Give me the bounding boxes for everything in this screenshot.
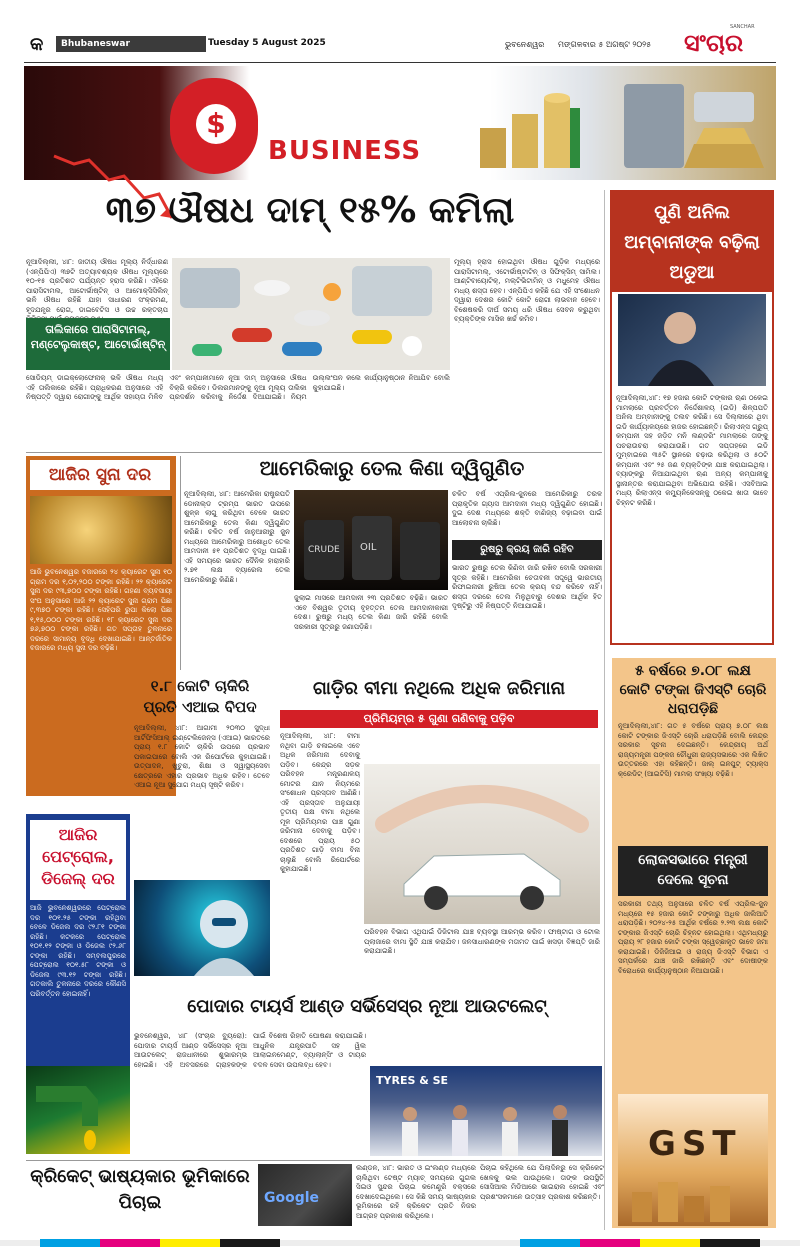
coin-stacks-icon <box>470 78 600 174</box>
lead-body-left: ନୂଆଦିଲ୍ଲୀ, ୪ା୮: ଜାତୀୟ ଔଷଧ ମୂଲ୍ୟ ନିର୍ଦ୍ଧାରଣ (ଏନ୍‌ପିପିଏ) ୩୭ଟି ଅତ୍ୟାବଶ୍ୟକ ଔଷଧ ମୂଲ୍ୟରେ ୧୦-୧୫ ପ୍ରତିଶତ ପର୍ଯ୍ୟନ୍ତ ହ୍ରାସ କରିଛି। ଏହିରେ ପାରାସିଟାମଲ, ଆଟୋର୍ଭାଷ୍ଟିନ୍ ଓ ଆମୋକ୍ସିସିଲିନ୍ ଭଳି ଔଷଧ ରହିଛି ଯାହା ସାଧାରଣ ସଂକ୍ରମଣ, ହୃଦଯନ୍ତ୍ର ରୋଗ, ଡାଇବେଟିସ ଓ ଉଚ୍ଚ ରକ୍ତଚାପ <box>26 258 168 314</box>
section-rule <box>26 1160 602 1161</box>
fuel-nozzle-photo <box>26 1066 130 1154</box>
car-icon <box>364 764 600 924</box>
lead-subhead: ତାଲିକାରେ ପାରାସିଟାମଲ୍, ମଣ୍ଟେଲୁକାଷ୍ଟ, ଆଟୋର୍ଭାଷ୍ଟିନ୍ <box>26 318 170 370</box>
car-insurance-photo <box>364 764 600 924</box>
pills-icon <box>172 258 450 370</box>
gst-body: ନୂଆଦିଲ୍ଲୀ,୪ା୮: ଗତ ୫ ବର୍ଷରେ ପ୍ରାୟ ୭.୦୮ ଲକ୍ଷ କୋଟି ଟଙ୍କାର ଜିଏସ୍‌ଟି ଚୋରି ଧରାପଡ଼ିଛି ବୋଲି କେନ୍ଦ୍ର ସରକାର ସୂଚନା ଦେଇଛନ୍ତି। କେନ୍ଦ୍ରୀୟ ଅର୍ଥ ରାଜ୍ୟମନ୍ତ୍ରୀ ପଙ୍କଜ ଚୌଧୁରୀ ରାଜ୍ୟସଭାରେ ଏକ ଲିଖିତ ଉତ୍ତରରେ ଏହା କହିଛନ୍ତି। ଜାଲ୍ ଇନପୁଟ୍ ଟ୍ୟାକ୍ସ କ୍ରେଡିଟ୍ (ଆଇଟିସି) ମାମଲା ସଂଖ୍ୟା ବଢ଼ିଛି। <box>618 722 768 778</box>
podar-body: ଭୁବନେଶ୍ୱର, ୪ା୮ (ସଂଚାର ବ୍ୟୁରୋ): ପୋଦାର ଟାୟର୍ସ ଆଣ୍ଡ ସର୍ଭିସେସ୍‌ର ନୂଆ ଆଉଟଲେଟ୍ ରାଜଧାନୀରେ ଶୁଭାରମ୍ଭ ହୋଇଛି। ଏହି ଅବସରରେ ଗ୍ରାହକଙ୍କ ପାଇଁ ବିଶେଷ ରିହାତି ଘୋଷଣା କରାଯାଇଛି। ଆଧୁନିକ ଯନ୍ତ୍ରପାତି ସହ ୱିଲ ଆଲାଇନମେଣ୍ଟ, ବ୍ୟାଲାନ୍ସିଂ ଓ ଟାୟର ବଦଳ ସେବା ଉପଲବ୍ଧ ହେବ। <box>134 1032 366 1069</box>
robot-icon <box>134 880 270 976</box>
registration-colorbar <box>0 1236 800 1250</box>
shop-sign: TYRES & SE <box>376 1074 449 1087</box>
fuel-rate-title: ଆଜିର ପେଟ୍ରୋଲ, ଡିଜେଲ୍ ଦର <box>30 820 126 900</box>
insurance-headline: ଗାଡ଼ିର ବୀମା ନଥିଲେ ଅଧିକ ଜରିମାନା <box>312 678 566 699</box>
svg-text:CRUDE: CRUDE <box>308 545 340 555</box>
gold-rate-title: ଆଜିର ସୁନା ଦର <box>30 460 170 490</box>
cricket-headline: କ୍ରିକେଟ୍ ଭାଷ୍ୟକାର ଭୂମିକାରେ ପିଚାଇ <box>30 1166 250 1213</box>
gold-bars-icon <box>604 74 774 178</box>
insurance-body-bottom: ପରିବହନ ବିଭାଗ ଏଥିପାଇଁ ଡିଜିଟାଲ ଯାଞ୍ଚ ବ୍ୟବସ୍ଥା ଆରମ୍ଭ କରିବ। ଫାଷ୍ଟାଗ ଓ ଟୋଲ ପ୍ଲାଜାରେ ବୀମା ସ୍ଥିତି ଯାଞ୍ଚ କରାଯିବ। ଜନସାଧାରଣଙ୍କ ମତାମତ ପାଇଁ ଖସଡ଼ା ବିଜ୍ଞପ୍ତି ଜାରି କରାଯାଇଛି। <box>364 928 600 955</box>
oil-barrel-icon <box>294 490 448 590</box>
date-label: Tuesday 5 August 2025 <box>208 38 326 48</box>
fuel-nozzle-icon <box>26 1066 130 1154</box>
city-label-odia: ଭୁବନେଶ୍ୱର <box>505 40 545 49</box>
masthead <box>0 0 800 64</box>
anil-ambani-photo <box>618 294 766 386</box>
gold-jewellery-photo <box>30 496 172 564</box>
anil-headline: ପୁଣି ଅନିଲ ଅମ୍ବାନୀଙ୍କ ବଢ଼ିଲା ଅଡୁଆ <box>612 192 772 292</box>
oil-headline: ଆମେରିକାରୁ ତେଲ କିଣା ଦ୍ୱିଗୁଣିତ <box>259 456 525 480</box>
people-group-icon <box>370 1096 602 1156</box>
oil-strap-body: ଭାରତ ରୁଷରୁ ତେଲ କିଣିବା ଜାରି ରଖିବ ବୋଲି ସରକାରୀ ସୂତ୍ର କହିଛି। ଆମେରିକା ଚେତାବନୀ ସତ୍ତ୍ୱେ ଭାରତୀୟ ରିଫାଇନାରୀ ରୁଷିଆ ତେଲ କ୍ରୟ ବନ୍ଦ କରିବେ ନାହିଁ। ଶସ୍ତା ଦରରେ ତେଲ ମିଳୁଥିବାରୁ ଦେଶର ଆର୍ଥିକ ହିତ ଦୃଷ୍ଟିରୁ ଏହି ନିଷ୍ପତ୍ତି ନିଆଯାଇଛି। <box>452 564 602 610</box>
insurance-body-left: ନୂଆଦିଲ୍ଲୀ, ୪ା୮: ବୀମା ନଥିବା ଗାଡ଼ି ଚଳାଇଲେ ଏବେ ଅଧିକ ଜରିମାନା ଦେବାକୁ ପଡ଼ିବ। କେନ୍ଦ୍ର ସଡ଼କ ପରିବହନ ମନ୍ତ୍ରଣାଳୟ ମୋଟର ଯାନ ନିୟମରେ ସଂଶୋଧନ ପ୍ରସ୍ତାବ ଆଣିଛି। ଏହି ପ୍ରସ୍ତାବ ଅନୁଯାୟୀ ତୃତୀୟ ପକ୍ଷ ବୀମା ନଥିଲେ ମୂଳ ପ୍ରିମିୟମର ପାଞ୍ଚ ଗୁଣା ଜରିମାନା ଦେବାକୁ ପଡ଼ିବ। ଦେଶରେ ପ୍ରାୟ ୫୦ ପ୍ରତିଶତ ଗାଡ଼ି ବୀମା ବିନା ଚାଲୁଛି ବୋଲି ରିପୋର୍ଟରେ କୁହାଯାଇଛି। <box>280 732 360 873</box>
anil-body: ନୂଆଦିଲ୍ଲୀ,୪ା୮: ୧୭ ହଜାର କୋଟି ଟଙ୍କାର ଋଣ ଠକେଇ ମାମଲାରେ ପ୍ରବର୍ତ୍ତନ ନିର୍ଦ୍ଦେଶାଳୟ (ଇଡି) ଶିଳ୍ପପତି ଅନିଲ ଅମ୍ବାନୀଙ୍କୁ ତଲବ କରିଛି। ସେ ଦିଲ୍ଲୀରେ ଥିବା ଇଡି କାର୍ଯ୍ୟାଳୟରେ ହାଜର ହୋଇଛନ୍ତି। ରିଲାଏନ୍ସ ଗ୍ରୁପ୍ କମ୍ପାନୀ ସହ ଜଡ଼ିତ ମନି ଲଣ୍ଡରିଂ ମାମଲାରେ ତାଙ୍କୁ ପଚରାଉଚରା କରାଯାଉଛି। ଗତ ସପ୍ତାହରେ ଇଡି ମୁମ୍ବାଇରେ ୩୫ଟି ସ୍ଥାନରେ ଚଢ଼ାଉ କରିଥିଲା ଓ ୫୦ଟି କମ୍ପାନୀ ଏବଂ ୨୫ ଜଣ ବ୍ୟକ୍ତିଙ୍କ ଯାଞ୍ଚ କରାଯାଇଥିଲା। ବ୍ୟାଙ୍କରୁ ନିଆଯାଇଥିବା ଋଣ ଅନ୍ୟ କମ୍ପାନୀକୁ ସ୍ଥାନାନ୍ତର କରାଯାଇଥିବା ଅଭିଯୋଗ ରହିଛି। ଏସବିଆଇ ମଧ୍ୟ ରିଲାଏନ୍ସ କମ୍ୟୁନିକେସନ୍‌କୁ ଠକେଇ ଖାତା ଭାବେ ଚିହ୍ନଟ କରିଛି। <box>616 394 768 507</box>
coin-stack-icon <box>628 1178 758 1222</box>
oil-body-right: ଚଳିତ ବର୍ଷ ଏପ୍ରିଲ-ଜୁନରେ ଆମେରିକାରୁ ତରଳ ପ୍ରାକୃତିକ ଗ୍ୟାସ ଆମଦାନୀ ମଧ୍ୟ ଦ୍ୱିଗୁଣିତ ହୋଇଛି। ଦୁଇ ଦେଶ ମଧ୍ୟରେ ଶକ୍ତି ବାଣିଜ୍ୟ ବଢ଼ାଇବା ପାଇଁ ଆଲୋଚନା ଚାଲିଛି। <box>452 490 602 527</box>
brand-tagline: SANCHAR <box>730 24 755 30</box>
gold-rate-body: ଆଜି ଭୁବନେଶ୍ୱର ବଜାରରେ ୨୪ କ୍ୟାରେଟ ସୁନା ୧୦ ଗ୍ରାମ ଦର ୧,୦୨,୨୦୦ ଟଙ୍କା ରହିଛି। ୨୨ କ୍ୟାରେଟ ସୁନା ଦର ୯୩,୭୦୦ ଟଙ୍କା ରହିଛି। ଗହଣା ବ୍ୟବସାୟୀ ସଂଘ ଅନୁସାରେ ଆଜି ୨୨ କ୍ୟାରେଟ ସୁନା ଗ୍ରାମ ପିଛା ୯,୩୭୦ ଟଙ୍କା ରହିଛି। ସେହିପରି ରୁପା କିଲୋ ପିଛା ୧,୧୫,୦୦୦ ଟଙ୍କା ରହିଛି। ୧୮ କ୍ୟାରେଟ ସୁନା ଦର ୭୬,୭୦୦ ଟଙ୍କା ରହିଛି। ଗତ ସପ୍ତାହ ତୁଳନାରେ ଦରରେ ସାମାନ୍ୟ ବୃଦ୍ଧି ଦେଖାଯାଇଛି। ଆନ୍ତର୍ଜାତିକ ବଜାରରେ ମଧ୍ୟ ସୁନା ଦର ବଢ଼ିଛି। <box>30 568 172 652</box>
oil-body-mid: ଜୁଲାଇ ମାସରେ ଆମଦାନୀ ୨୩ ପ୍ରତିଶତ ବଢ଼ିଛି। ଭାରତ ଏବେ ବିଶ୍ୱର ତୃତୀୟ ବୃହତ୍ତମ ତେଲ ଆମଦାନୀକାରୀ ଦେଶ। ରୁଷରୁ ମଧ୍ୟ ତେଲ କିଣା ଜାରି ରହିଛି ବୋଲି ସରକାରୀ ସୂତ୍ରରୁ ଜଣାପଡ଼ିଛି। <box>294 594 448 631</box>
city-label: Bhubaneswar <box>56 36 206 52</box>
cricket-body: ଲଣ୍ଡନ, ୪ା୮: ଭାରତ ଓ ଇଂଲଣ୍ଡ ମଧ୍ୟରେ ଚାଲିଥିବା ଟେଷ୍ଟ ମ୍ୟାଚ୍ ସମୟରେ ଗୁଗଲ ସିଇଓ ସୁନ୍ଦର ପିଚାଇ କମେଣ୍ଟ୍ରି ବକ୍ସରେ ଦେଖାଦେଇଥିଲେ। ସେ କିଛି ସମୟ ଭାଷ୍ୟକାର ଭୂମିକାରେ ରହି କ୍ରିକେଟ ପ୍ରତି ନିଜର ଆଗ୍ରହ ପ୍ରକାଶ କରିଥିଲେ। <box>356 1164 476 1220</box>
oil-body-left: ନୂଆଦିଲ୍ଲୀ, ୪ା୮: ଆମେରିକା ରାଷ୍ଟ୍ରପତି ଡୋନାଲ୍ଡ ଟ୍ରମ୍ପ ଭାରତ ଉପରେ ଶୁଳ୍କ ଲାଗୁ କରିଥିବା ବେଳେ ଭାରତ ଆମେରିକାରୁ ତେଲ କିଣା ଦ୍ୱିଗୁଣିତ କରିଛି। ଚଳିତ ବର୍ଷ ଜାନୁଆରୀରୁ ଜୁନ ମଧ୍ୟରେ ଆମେରିକାରୁ ଅଶୋଧିତ ତେଲ ଆମଦାନୀ ୫୧ ପ୍ରତିଶତ ବୃଦ୍ଧି ପାଇଛି। ଏହି ସମୟରେ ଭାରତ ଦୈନିକ ହାରାହାରି ୨.୭୧ ଲକ୍ଷ ବ୍ୟାରେଲ ତେଲ ଆମେରିକାରୁ କିଣିଛି। <box>184 490 290 584</box>
ai-headline: ୧.୮ କୋଟି ଚାକିରି ପ୍ରତି ଏଆଇ ବିପଦ <box>143 677 257 716</box>
podar-outlet-photo <box>370 1066 602 1156</box>
pichai-photo <box>258 1164 352 1226</box>
svg-text:OIL: OIL <box>360 542 377 553</box>
section-title: BUSINESS <box>268 136 422 166</box>
gst-strap-body: ସରକାରୀ ତଥ୍ୟ ଅନୁସାରେ ଚଳିତ ବର୍ଷ ଏପ୍ରିଲ-ଜୁନ ମଧ୍ୟରେ ୧୫ ହଜାର କୋଟି ଟଙ୍କାରୁ ଅଧିକ ଜାଲିଆତି ଧରାପଡ଼ିଛି। ୨୦୨୪-୨୫ ଆର୍ଥିକ ବର୍ଷରେ ୨.୨୩ ଲକ୍ଷ କୋଟି ଟଙ୍କାର ଜିଏସ୍‌ଟି ଚୋରି ଚିହ୍ନଟ ହୋଇଥିଲା। ଏଥିମଧ୍ୟରୁ ପ୍ରାୟ ୨୮ ହଜାର କୋଟି ଟଙ୍କା ସ୍ୱେଚ୍ଛାକୃତ ଭାବେ ଜମା କରାଯାଇଛି। ଡିଜିଜିଆଇ ଓ ରାଜ୍ୟ ଜିଏସ୍‌ଟି ବିଭାଗ ଏ ସମ୍ପର୍କରେ ଯାଞ୍ଚ ଜାରି ରଖିଛନ୍ତି ଏବଂ ଦୋଷୀଙ୍କ ବିରୋଧରେ କାର୍ଯ୍ୟାନୁଷ୍ଠାନ ନିଆଯାଉଛି। <box>618 900 768 975</box>
column-rule <box>604 190 605 1230</box>
oil-strap: ରୁଷରୁ କ୍ରୟ ଜାରି ରହିବ <box>452 540 602 560</box>
column-rule <box>180 456 181 670</box>
lead-headline: ୩୭ ଔଷଧ ଦାମ୍ ୧୫% କମିଲା <box>105 190 515 231</box>
person-icon <box>618 294 766 386</box>
ai-body: ନୂଆଦିଲ୍ଲୀ, ୪ା୮: ଆଗାମୀ ୨୦୩୦ ସୁଦ୍ଧା ଆର୍ଟିଫିସିଆଲ୍ ଇଣ୍ଟେଲିଜେନ୍ସ (ଏଆଇ) ଭାରତରେ ପ୍ରାୟ ୧.୮ କୋଟି ଚାକିରି ଉପରେ ପ୍ରଭାବ ପକାଇପାରେ ବୋଲି ଏକ ରିପୋର୍ଟରେ କୁହାଯାଇଛି। ଉତ୍ପାଦନ, ଖୁଚୁରା, ଶିକ୍ଷା ଓ ସ୍ୱାସ୍ଥ୍ୟସେବା କ୍ଷେତ୍ରରେ ଏହାର ପ୍ରଭାବ ଅଧିକ ରହିବ। ତେବେ ଏଆଇ ନୂଆ ସୁଯୋଗ ମଧ୍ୟ ସୃଷ୍ଟି କରିବ। <box>134 724 270 789</box>
cricket-body-right: ପିଚାଇ କହିଥିଲେ ଯେ ପିଲାଦିନରୁ ସେ କ୍ରିକେଟ ଖେଳକୁ ଭଲ ପାଉଥିଲେ। ତାଙ୍କ ଉପସ୍ଥିତି ସୋସିଆଲ ମିଡିଆରେ ଭାଇରାଲ ହୋଇଛି ଏବଂ ପ୍ରଶଂସକମାନେ ଉତ୍ସାହ ପ୍ରକାଶ କରିଛନ୍ତି। <box>480 1164 604 1201</box>
gst-headline: ୫ ବର୍ଷରେ ୭.୦୮ ଲକ୍ଷ କୋଟି ଟଙ୍କା ଜିଏସ୍‌ଟି ଚୋରି ଧରାପଡ଼ିଛି <box>619 663 767 717</box>
date-label-odia: ମଙ୍ଗଳବାର ୫ ଅଗଷ୍ଟ ୨୦୨୫ <box>558 40 652 49</box>
insurance-strap: ପ୍ରିମିୟମ୍‌ର ୫ ଗୁଣା ଗଣିବାକୁ ପଡ଼ିବ <box>280 710 598 728</box>
ai-robot-photo <box>134 880 270 976</box>
oil-barrels-photo <box>294 490 448 590</box>
lead-body-bottom: ସୋଡିୟମ୍ ଡାଇକ୍ଲୋଫେନାକ୍ ଭଳି ଔଷଧ ମଧ୍ୟ ଏହି ତାଲିକାରେ ରହିଛି। ପ୍ରାଧିକରଣ ଅନୁସାରେ ଏହି ନିଷ୍ପତ୍ତି ଦ୍ୱାରା ରୋଗୀଙ୍କୁ ଆର୍ଥିକ ସହାୟତା ମିଳିବ ଏବଂ କମ୍ପାନୀମାନେ ନୂଆ ଦାମ୍ ଅନୁସାରେ ଔଷଧ ବିକ୍ରି କରିବେ। ଡିଲରମାନଙ୍କୁ ନୂଆ ମୂଲ୍ୟ ତାଲିକା ପ୍ରଦର୍ଶନ କରିବାକୁ ନିର୍ଦ୍ଦେଶ ଦିଆଯାଇଛି। ନିୟମ ଉଲ୍ଲଂଘନ କଲେ କାର୍ଯ୍ୟାନୁଷ୍ଠାନ ନିଆଯିବ ବୋଲି କୁହାଯାଇଛି। <box>26 374 450 401</box>
lead-body-right: ମୂଲ୍ୟ ହ୍ରାସ ହୋଇଥିବା ଔଷଧ ଗୁଡ଼ିକ ମଧ୍ୟରେ ପାରାସିଟାମଲ୍, ଏଟୋର୍ଭାଷ୍ଟାଟିନ୍ ଓ ସିଫିକ୍ସିମ୍ ସାମିଲ। ଆଣ୍ଟିବାୟୋଟିକ୍, ମଲ୍ଟିଭିଟାମିନ୍ ଓ ମଧୁମେହ ଔଷଧ ମଧ୍ୟ ଶସ୍ତା ହେବ। ଏନ୍‌ପିପିଏ କହିଛି ଯେ ଏହି ସଂଶୋଧନ ଦ୍ୱାରା ଦେଶର କୋଟି କୋଟି ରୋଗୀ ଲାଭବାନ ହେବେ। ବିଶେଷକରି ଦୀର୍ଘ ସମୟ ଧରି ଔଷଧ ସେବନ କରୁଥିବା ବ୍ୟକ୍ତିଙ୍କ ମାସିକ ଖର୍ଚ୍ଚ କମିବ। <box>454 258 600 323</box>
dollar-sign-icon: $ <box>196 104 236 144</box>
google-photo-label: Google <box>264 1190 320 1206</box>
masthead-rule <box>24 62 776 63</box>
gst-strap: ଲୋକସଭାରେ ମନ୍ତ୍ରୀ ଦେଲେ ସୂଚନା <box>618 846 768 896</box>
page-logo-letter: କ <box>30 34 44 55</box>
podar-headline: ପୋଦାର ଟାୟର୍ସ ଆଣ୍ଡ ସର୍ଭିସେସ୍‌ର ନୂଆ ଆଉଟଲେଟ୍ <box>187 996 547 1017</box>
section-rule <box>26 452 602 453</box>
medicine-photo <box>172 258 450 370</box>
gst-photo <box>618 1094 768 1226</box>
fuel-rate-body: ଆଜି ଭୁବନେଶ୍ୱରରେ ପେଟ୍ରୋଲ ଦର ୧୦୧.୨୫ ଟଙ୍କା ରହିଥିବା ବେଳେ ଡିଜେଲ ଦର ୯୨.୮୧ ଟଙ୍କା ରହିଛି। କଟକରେ ପେଟ୍ରୋଲ ୧୦୧.୧୨ ଟଙ୍କା ଓ ଡିଜେଲ ୯୨.୬୮ ଟଙ୍କା ରହିଛି। ସମ୍ବଲପୁରରେ ପେଟ୍ରୋଲ ୧୦୧.୫୮ ଟଙ୍କା ଓ ଡିଜେଲ ୯୩.୧୨ ଟଙ୍କା ରହିଛି। ଗତକାଲି ତୁଳନାରେ ଦରରେ କୌଣସି ପରିବର୍ତ୍ତନ ହୋଇନାହିଁ। <box>30 904 126 998</box>
gst-photo-label: GST <box>648 1124 742 1164</box>
newspaper-brand: ସଂଚାର <box>684 28 744 57</box>
